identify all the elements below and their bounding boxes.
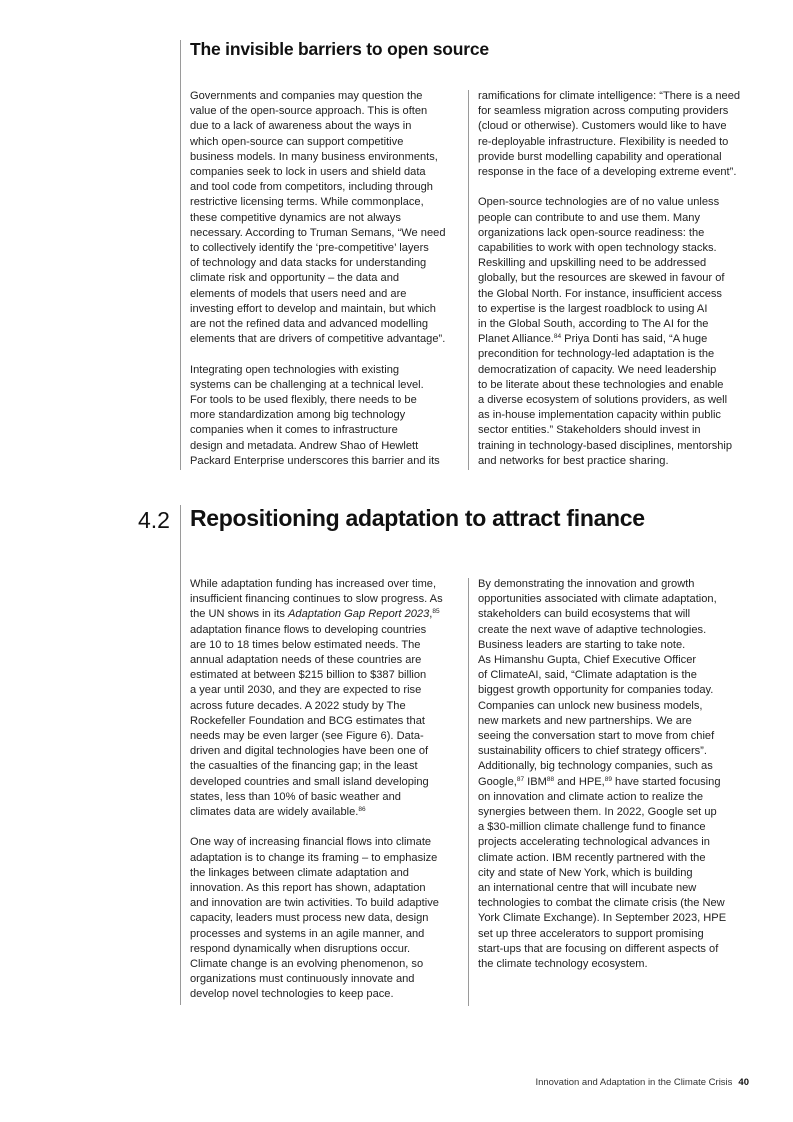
text-line: annual adaptation needs of these countries are — [190, 654, 422, 667]
text-line: capacity, leaders must process new data, design — [190, 912, 429, 925]
text-line: sector entities.” Stakeholders should invest in — [478, 424, 701, 437]
footnote-ref: 84 — [553, 333, 562, 341]
text-line — [190, 347, 462, 362]
text-line: as in-house implementation capacity within public — [478, 409, 721, 422]
text-line: York Climate Exchange). In September 2023, HPE — [478, 912, 727, 925]
column-divider-top — [468, 90, 469, 470]
text-line: driven and digital technologies have been one of — [190, 745, 429, 758]
text-line: seeing the conversation start to move from chief — [478, 730, 715, 743]
subsection-heading: The invisible barriers to open source — [190, 39, 489, 59]
text-line: in the Global South, according to The AI for the — [478, 318, 709, 331]
text-line: the UN shows in its Adaptation Gap Report 2023,85 — [190, 608, 440, 621]
text-line: For tools to be used flexibly, there needs to be — [190, 394, 417, 407]
text-line: more standardization among big technology — [190, 409, 406, 422]
text-line: As Himanshu Gupta, Chief Executive Officer — [478, 654, 697, 667]
paragraph-growth — [478, 577, 750, 775]
text-line: estimated at between $215 billion to $387 billion — [190, 669, 427, 682]
text-line: processes and systems in an agile manner, and — [190, 927, 425, 940]
text-line: are not the refined data and advanced modelling — [190, 318, 429, 331]
text-line: adaptation is to change its framing – to emphasize — [190, 851, 438, 864]
paragraph-migration — [478, 89, 750, 180]
text-line: While adaptation funding has increased over time, — [190, 578, 437, 590]
text-line: democratization of capacity. We need leadership — [478, 363, 717, 376]
text-line: climate action. IBM recently partnered with the — [478, 851, 706, 864]
page-footer — [535, 1077, 749, 1088]
text-line: biggest growth opportunity for companies today. — [478, 684, 714, 697]
text-line: people can contribute to and use them. Many — [478, 211, 701, 224]
text-line: elements of models that users need and are — [190, 287, 407, 300]
text-line: restrictive licensing terms. While commonplace, — [190, 196, 424, 209]
text-line: response in the face of a developing extreme event”. — [478, 166, 737, 179]
text-line: design and metadata. Andrew Shao of Hewlett — [190, 439, 419, 452]
text-line: capabilities to work with open technology stacks. — [478, 242, 717, 255]
text-line: a year until 2030, and they are expected to rise — [190, 684, 422, 697]
text-line: city and state of New York, which is building — [478, 866, 693, 879]
text-line: synergies between them. In 2022, Google set up — [478, 806, 717, 819]
paragraph-growth-cont — [478, 790, 750, 972]
footnote-ref: 87 — [516, 775, 525, 783]
text-line: and tool code from competitors, including through — [190, 181, 433, 194]
text-line: (cloud or otherwise). Customers would like to have — [478, 120, 727, 133]
text-line: innovation. As this report has shown, adaptation — [190, 882, 426, 895]
text-line: climate risk and opportunity – the data and — [190, 272, 400, 285]
text-line: which open-source can support competitive — [190, 135, 404, 148]
text-line: ramifications for climate intelligence: “There is a need — [478, 90, 741, 102]
text-line: Additionally, big technology companies, such as — [478, 760, 713, 773]
bottom-left-column — [190, 577, 462, 1003]
text-line: the linkages between climate adaptation and — [190, 866, 409, 879]
footnote-ref: 85 — [432, 608, 440, 616]
column-divider-bottom — [468, 578, 469, 1006]
text-line: Packard Enterprise underscores this barrier and its — [190, 454, 440, 467]
text-line: Google,$^{87}$ IBM$^{88}$ and HPE,$^{89}$ have started focusing — [478, 775, 721, 788]
text-line: opportunities associated with climate adaptation, — [478, 593, 717, 606]
text-line: of technology and data stacks for understanding — [190, 257, 427, 270]
text-line: systems can be challenging at a technical level. — [190, 378, 424, 391]
text-line: on innovation and climate action to realize the — [478, 790, 704, 803]
text-line: new markets and new partnerships. We are — [478, 714, 692, 727]
text-line: needs may be even larger (see Figure 6). Data- — [190, 730, 424, 743]
text-line: these competitive dynamics are not always — [190, 211, 401, 224]
top-right-column — [478, 89, 750, 469]
text-line: insufficient financing continues to slow progress. As — [190, 593, 443, 606]
paragraph-funding-gap — [190, 623, 462, 805]
text-line: of ClimateAI, said, “Climate adaptation is the — [478, 669, 697, 682]
text-line: to collectively identify the ‘pre-competitive’ layers — [190, 242, 429, 255]
text-line: sustainability officers to chief strategy officers”. — [478, 745, 707, 758]
text-line: a $30-million climate challenge fund to finance — [478, 821, 706, 834]
text-line: Planet Alliance.$^{84}$ Priya Donti has said, “A huge — [478, 333, 708, 346]
text-line: a diverse ecosystem of solutions providers, as well — [478, 394, 728, 407]
text-line: are 10 to 18 times below estimated needs. The — [190, 638, 421, 651]
paragraph-readiness — [478, 195, 750, 332]
text-line: to expertise is the largest roadblock to using AI — [478, 302, 708, 315]
text-line: the Global North. For instance, insufficient access — [478, 287, 722, 300]
text-line: investing effort to develop and maintain, but which — [190, 302, 436, 315]
heading-rule — [180, 40, 181, 470]
text-line: respond dynamically when disruptions occur. — [190, 942, 411, 955]
text-line: for seamless migration across computing providers — [478, 105, 729, 118]
text-line: an international centre that will incubate new — [478, 882, 697, 895]
text-line: Reskilling and upskilling need to be addressed — [478, 257, 707, 270]
text-line: companies when it comes to infrastructure — [190, 424, 398, 437]
text-line: globally, but the resources are skewed in favour of — [478, 272, 725, 285]
text-line: and networks for best practice sharing. — [478, 454, 669, 467]
text-line: stakeholders can build ecosystems that will — [478, 608, 691, 621]
page-number: 40 — [738, 1077, 749, 1088]
text-line: climates data are widely available.$^{86}$ — [190, 806, 366, 819]
text-line: re-deployable infrastructure. Flexibility is needed to — [478, 135, 729, 148]
text-line: business models. In many business environments, — [190, 150, 438, 163]
footer-report-title: Innovation and Adaptation in the Climate Crisis — [535, 1077, 733, 1088]
text-line: Business leaders are starting to take note. — [478, 638, 686, 651]
text-line: organizations lack open-source readiness: the — [478, 226, 705, 239]
footnote-ref: 86 — [358, 806, 366, 814]
text-line: provide burst modelling capability and operational — [478, 150, 722, 163]
text-line: states, less than 10% of basic weather and — [190, 790, 401, 803]
text-line: companies seek to lock in users and shield data — [190, 166, 426, 179]
text-line: By demonstrating the innovation and growth — [478, 578, 695, 590]
bottom-right-column — [478, 577, 750, 972]
text-line: create the next wave of adaptive technologies. — [478, 623, 707, 636]
section-number-rule — [180, 505, 181, 1005]
paragraph-readiness-cont — [478, 347, 750, 469]
text-line: the climate technology ecosystem. — [478, 958, 648, 971]
text-line: One way of increasing financial flows into climate — [190, 836, 432, 849]
text-line: across future decades. A 2022 study by The — [190, 699, 406, 712]
text-line: Open-source technologies are of no value unless — [478, 196, 720, 209]
text-line: adaptation finance flows to developing countries — [190, 623, 427, 636]
text-line: Companies can unlock new business models, — [478, 699, 703, 712]
footnote-ref: 89 — [604, 775, 612, 783]
text-line: necessary. According to Truman Semans, “We need — [190, 226, 446, 239]
text-line: developed countries and small island developing — [190, 775, 429, 788]
text-line: to be literate about these technologies and enable — [478, 378, 724, 391]
text-line: due to a lack of awareness about the ways in — [190, 120, 412, 133]
text-line: projects accelerating technological advances in — [478, 836, 710, 849]
paragraph-framing — [190, 835, 462, 1002]
text-line: Governments and companies may question the — [190, 90, 423, 102]
text-line: elements that are drivers of competitive advantage”. — [190, 333, 446, 346]
text-line: develop novel technologies to keep pace. — [190, 988, 394, 1001]
text-line: technologies to combat the climate crisis (the New — [478, 897, 725, 910]
text-line: Rockefeller Foundation and BCG estimates that — [190, 714, 425, 727]
report-title-italic: Adaptation Gap Report 2023 — [288, 608, 430, 621]
text-line: Integrating open technologies with existing — [190, 363, 400, 376]
text-line: start-ups that are focusing on different aspects of — [478, 942, 719, 955]
text-line: Climate change is an evolving phenomenon, so — [190, 958, 424, 971]
text-line: precondition for technology-led adaptation is the — [478, 348, 715, 361]
text-line: training in technology-based disciplines, mentorship — [478, 439, 733, 452]
text-line: set up three accelerators to support promising — [478, 927, 704, 940]
top-left-column — [190, 89, 462, 469]
text-line: and innovation are twin activities. To build adaptive — [190, 897, 439, 910]
section-number: 4.2 — [138, 507, 170, 533]
text-line: organizations must continuously innovate and — [190, 973, 415, 986]
section-title: Repositioning adaptation to attract finance — [190, 505, 645, 531]
footnote-ref: 88 — [546, 775, 555, 783]
text-line: the casualties of the financing gap; in the least — [190, 760, 418, 773]
text-line: value of the open-source approach. This is often — [190, 105, 428, 118]
